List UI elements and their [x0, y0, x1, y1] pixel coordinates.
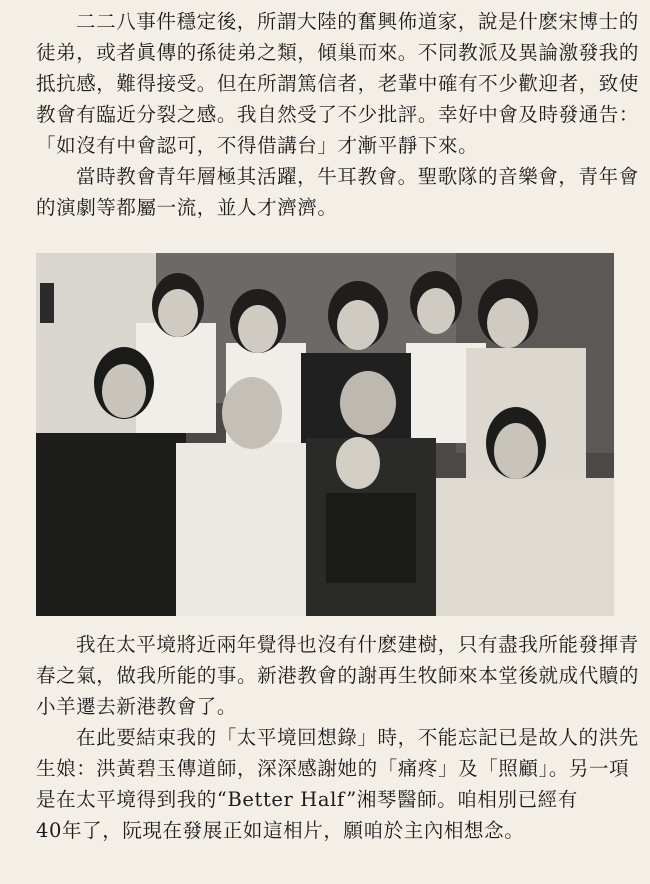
text-line: 春之氣，做我所能的事。新港教會的謝再生牧師來本堂後就成代贖的 — [36, 664, 640, 687]
text-block-top — [36, 6, 640, 223]
paragraph — [36, 722, 639, 846]
text-line: 我在太平境將近兩年覺得也沒有什麽建樹，只有盡我所能發揮青 — [76, 633, 639, 656]
text-line: 在此要結束我的「太平境回想錄」時，不能忘記已是故人的洪先 — [76, 726, 639, 749]
text-line: 小羊遷去新港教會了。 — [36, 695, 238, 718]
paragraph — [36, 6, 640, 161]
text-line: 教會有臨近分裂之感。我自然受了不少批評。幸好中會及時發通告： — [36, 103, 640, 126]
text-line: 「如沒有中會認可，不得借講台」才漸平靜下來。 — [36, 134, 479, 157]
text-line: 40年了，阮現在發展正如這相片，願咱於主內相想念。 — [36, 819, 525, 842]
text-line: 是在太平境得到我的“Better Half”湘琴醫師。咱相別已經有 — [36, 788, 578, 811]
text-line: 的演劇等都屬一流，並人才濟濟。 — [36, 196, 338, 219]
text-line: 抵抗感，難得接受。但在所謂篤信者，老輩中確有不少歡迎者，致使 — [36, 72, 640, 95]
family-photo — [36, 253, 614, 616]
text-block-bottom — [36, 629, 640, 846]
text-line: 生娘：洪黃碧玉傳道師，深深感謝她的「痛疼」及「照顧」。另一項 — [36, 757, 630, 780]
paragraph — [36, 629, 640, 722]
text-line: 徒弟，或者眞傳的孫徒弟之類，傾巢而來。不同教派及異論激發我的 — [36, 41, 640, 64]
paragraph — [36, 161, 639, 223]
text-line: 二二八事件穩定後，所謂大陸的奮興佈道家，說是什麽宋博士的 — [76, 10, 639, 33]
text-line: 當時教會青年層極其活躍，牛耳教會。聖歌隊的音樂會，青年會 — [76, 165, 639, 188]
